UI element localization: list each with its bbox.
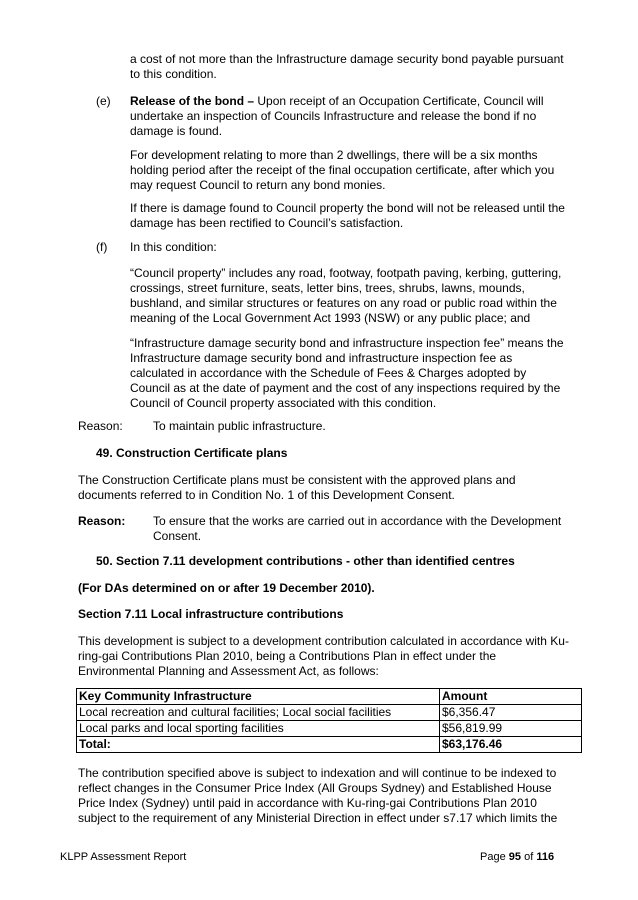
condition-50-after-table — [78, 766, 570, 826]
reason-text: To maintain public infrastructure. — [153, 419, 326, 433]
reason-label: Reason: — [78, 419, 123, 433]
item-e-para3 — [130, 201, 565, 231]
paragraph-text: If there is damage found to Council property the bond will not be released until the damage has been rectified to Council’s satisfaction. — [130, 201, 565, 230]
table-total-row — [77, 737, 582, 753]
paragraph-text: The contribution specified above is subject to indexation and will continue to be indexed to reflect changes in the Consumer Price Index (All Groups Sydney) and Established House Price Index (Sydney) until paid in accordance with Ku-ring-gai Contributions Plan 2010 subject to the requirement of any Ministerial Direction in effect under s7.17 which limits the — [78, 766, 558, 825]
contributions-table — [76, 688, 582, 753]
continuation-paragraph — [130, 52, 565, 82]
paragraph-text: a cost of not more than the Infrastructure damage security bond payable pursuant to this condition. — [130, 52, 564, 81]
current-page: 95 — [508, 851, 522, 863]
table-row — [77, 721, 582, 737]
paragraph-text: The Construction Certificate plans must be consistent with the approved plans and documents referred to in Condition No. 1 of this Development Consent. — [78, 473, 516, 502]
paragraph-text: “Council property” includes any road, footway, footpath paving, kerbing, guttering, crossings, street furniture, seats, letter bins, trees, shrubs, lawns, mounds, bushland, and similar structures or features on any road or public road within the meaning of the Local Government Act 1993 (NSW) or any public place; and — [130, 266, 562, 325]
page-prefix: Page — [480, 851, 506, 863]
condition-50-heading: 50. Section 7.11 development contributions - other than identified centres — [96, 554, 515, 568]
footer-page-number — [480, 851, 554, 863]
condition-49-text — [78, 473, 568, 503]
item-f-para2 — [130, 336, 565, 411]
item-e-text: Upon receipt of an Occupation Certificate, Council will undertake an inspection of Councils Infrastructure and release the bond if no damage is found. — [130, 94, 544, 138]
item-f-para1 — [130, 266, 565, 326]
table-cell: Local parks and local sporting facilities — [77, 721, 440, 737]
paragraph-text: “Infrastructure damage security bond and infrastructure inspection fee” means the Infrastructure damage security bond and infrastructure inspection fee as calculated in accordance with the Schedule of Fees & Charges adopted by Council as at the date of payment and the cost of any inspections required by the Council of Council property associated with this condition. — [130, 336, 564, 410]
item-e-label: (e) — [96, 94, 111, 108]
item-e-para2 — [130, 148, 565, 193]
total-pages: 116 — [536, 851, 555, 863]
table-total-label: Total: — [77, 737, 440, 753]
section-title: Section 7.11 Local infrastructure contributions — [78, 607, 344, 621]
condition-50-intro — [78, 634, 570, 679]
paragraph-text: In this condition: — [130, 240, 217, 254]
page-of: of — [524, 851, 534, 863]
reason-text — [153, 514, 568, 544]
table-row — [77, 705, 582, 721]
table-header-cell: Amount — [440, 689, 582, 705]
item-f-intro — [130, 240, 565, 255]
paragraph-text: This development is subject to a development contribution calculated in accordance with Ku-ring-gai Contributions Plan 2010, being a Contributions Plan in effect under the Environmental Planning and Assessment Act, as follows: — [78, 634, 569, 678]
item-e-heading: Release of the bond – — [130, 94, 255, 108]
item-e-paragraph — [130, 94, 565, 139]
item-f-label: (f) — [96, 240, 108, 254]
paragraph-text: To ensure that the works are carried out in accordance with the Development Consent. — [153, 514, 562, 543]
reason-label: Reason: — [78, 514, 126, 528]
footer-report-title: KLPP Assessment Report — [60, 851, 187, 863]
table-cell: $56,819.99 — [440, 721, 582, 737]
table-total-value: $63,176.46 — [440, 737, 582, 753]
table-cell: Local recreation and cultural facilities; Local social facilities — [77, 705, 440, 721]
condition-49-heading: 49. Construction Certificate plans — [96, 446, 288, 460]
table-header-cell: Key Community Infrastructure — [77, 689, 440, 705]
paragraph-text: For development relating to more than 2 dwellings, there will be a six months holding period after the receipt of the final occupation certificate, after which you may request Council to return any bond monies. — [130, 148, 555, 192]
condition-50-subheading: (For DAs determined on or after 19 December 2010). — [78, 581, 375, 595]
table-header-row — [77, 689, 582, 705]
table-cell: $6,356.47 — [440, 705, 582, 721]
